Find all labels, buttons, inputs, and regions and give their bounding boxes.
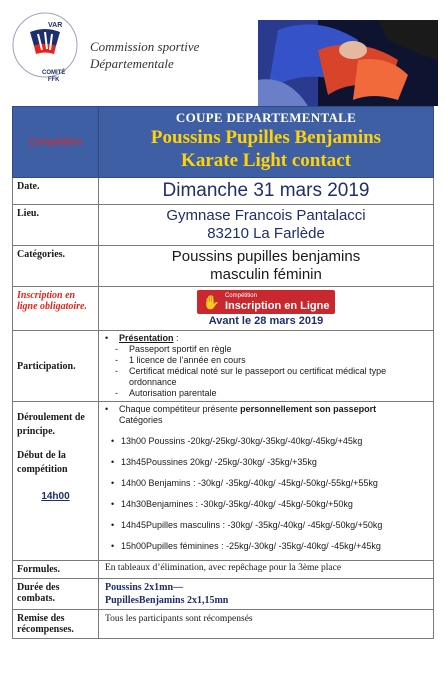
categories-line-2: masculin féminin	[210, 266, 322, 283]
categories-label: Catégories.	[13, 246, 99, 287]
karate-photo	[258, 20, 438, 106]
formules-row	[13, 561, 434, 579]
formules-label: Formules.	[13, 561, 99, 579]
commission-line-2: Départementale	[90, 56, 174, 71]
logo-comite-text: COMITÉ FFK	[42, 70, 66, 83]
date-label: Date.	[13, 178, 99, 205]
competition-table	[12, 106, 434, 639]
deroulement-row	[13, 402, 434, 561]
title-line-2: Karate Light contact	[181, 150, 351, 171]
commission-line-1: Commission sportive	[90, 39, 200, 54]
schedule-item: • 14h00 Benjamins : -30kg/ -35kg/-40kg/ -45kg/-50kg/-55kg/+55kg	[111, 478, 378, 488]
schedule-item: • 13h45Poussines 20kg/ -25kg/-30kg/ -35kg/+35kg	[111, 457, 317, 467]
deroulement-cell	[99, 402, 434, 561]
duree-line-2: PupillesBenjamins 2x1,15mn	[105, 595, 229, 606]
badge-small-text: Compétition	[224, 292, 257, 299]
lieu-line-2: 83210 La Farlède	[207, 225, 325, 242]
title-cell	[99, 107, 434, 178]
title-line-1: Poussins Pupilles Benjamins	[150, 127, 382, 148]
participation-row	[13, 331, 434, 402]
inscription-row	[13, 287, 434, 331]
competition-label: Compétition	[13, 107, 99, 178]
remise-row	[13, 610, 434, 639]
participation-cell	[99, 331, 434, 402]
presentation-item: - Autorisation parentale	[115, 388, 217, 398]
title-row	[13, 107, 434, 178]
presentation-item: - Passeport sportif en règle	[115, 344, 232, 354]
coupe-title: COUPE DEPARTEMENTALE	[175, 110, 357, 125]
chaque-competiteur-text: • Chaque compétiteur présente personnellement son passeport	[105, 404, 377, 414]
presentation-item: - 1 licence de l’année en cours	[115, 355, 246, 365]
participation-label: Participation.	[13, 331, 99, 402]
schedule-item: • 13h00 Poussins -20kg/-25kg/-30kg/-35kg/-40kg/-45kg/+45kg	[111, 436, 363, 446]
header	[0, 0, 445, 110]
deroulement-label: Déroulement de principe.	[17, 412, 85, 437]
inscription-en-ligne-button[interactable]	[197, 290, 336, 314]
inscription-label: Inscription en ligne obligatoire.	[13, 287, 99, 331]
deadline-text: Avant le 28 mars 2019	[208, 315, 324, 327]
date-row	[13, 178, 434, 205]
schedule-item: • 15h00Pupilles féminines : -25kg/-30kg/ -35kg/-40kg/ -45kg/+45kg	[111, 541, 381, 551]
debut-label: Début de la compétition	[17, 450, 68, 475]
duree-row	[13, 579, 434, 610]
duree-label: Durée des combats.	[13, 579, 99, 610]
ffk-logo	[12, 12, 78, 83]
duree-line-1: Poussins 2x1mn—	[105, 582, 184, 593]
commission-title	[90, 38, 199, 72]
debut-time-link[interactable]: 14h00	[41, 491, 70, 502]
deroulement-label-cell	[13, 402, 99, 561]
inscription-cell	[99, 287, 434, 331]
categories-word: Catégories	[119, 415, 163, 425]
categories-row	[13, 246, 434, 287]
duree-value	[99, 579, 434, 610]
logo-var-text: VAR	[48, 22, 63, 29]
schedule-item: • 14h30Benjamines : -30kg/-35kg/-40kg/ -45kg/-50kg/+50kg	[111, 499, 353, 509]
remise-label: Remise des récompenses.	[13, 610, 99, 639]
date-value: Dimanche 31 mars 2019	[99, 178, 434, 205]
badge-big-text: Inscription en Ligne	[224, 299, 330, 312]
lieu-row	[13, 205, 434, 246]
schedule-item: • 14h45Pupilles masculins : -30kg/ -35kg/-40kg/ -45kg/-50kg/+50kg	[111, 520, 383, 530]
presentation-heading: • Présentation :	[105, 333, 179, 343]
remise-value: Tous les participants sont récompensés	[99, 610, 434, 639]
lieu-line-1: Gymnase Francois Pantalacci	[166, 207, 366, 224]
categories-line-1: Poussins pupilles benjamins	[171, 248, 361, 265]
presentation-item: - Certificat médical noté sur le passeport ou certificat médical type ordonnance	[115, 366, 387, 387]
formules-value: En tableaux d’élimination, avec repêchage pour la 3ème place	[99, 561, 434, 579]
lieu-value	[99, 205, 434, 246]
categories-value	[99, 246, 434, 287]
lieu-label: Lieu.	[13, 205, 99, 246]
presentation-title: Présentation	[119, 333, 174, 343]
karateka-icon: ✋	[202, 293, 220, 310]
